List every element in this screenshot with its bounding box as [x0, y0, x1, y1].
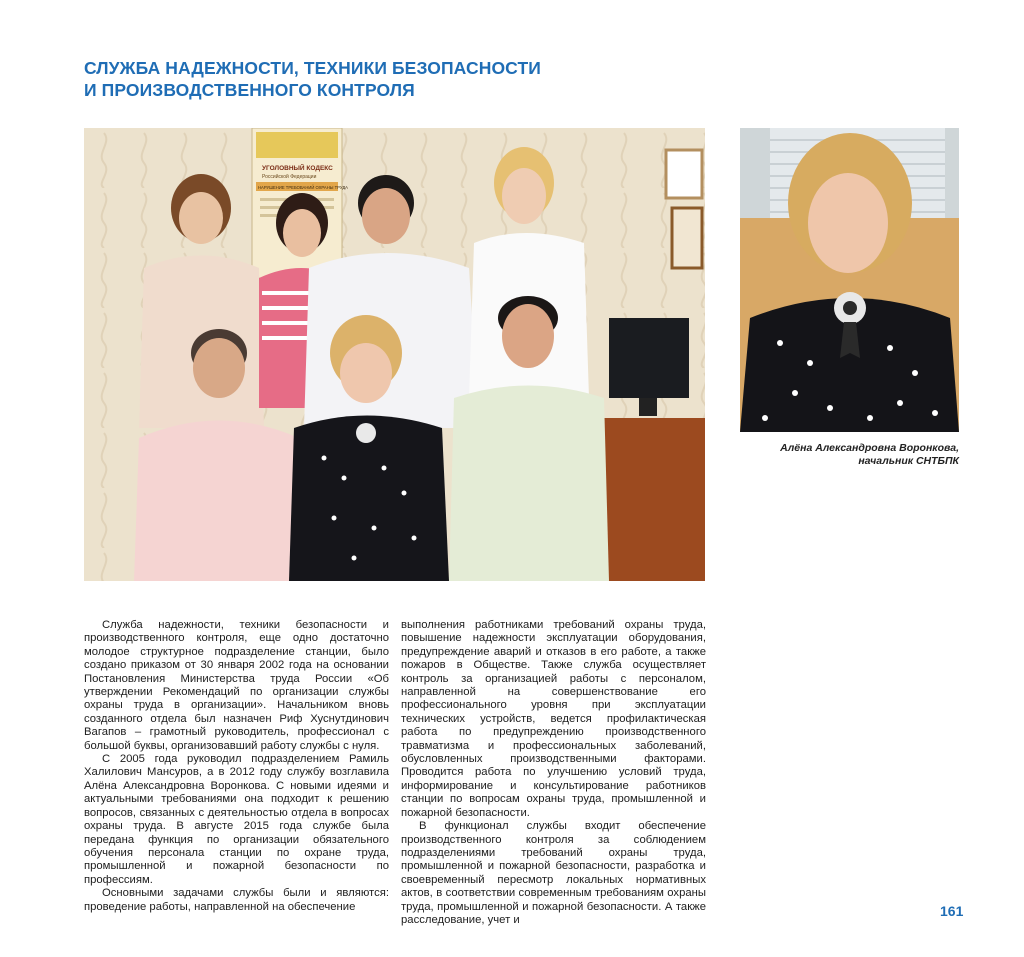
paragraph: С 2005 года руководил подразделением Рамиль Халилович Мансуров, а в 2012 году службу возглавила Алёна Александровна Воронкова. С новыми идеями и актуальными требованиями она подходит к решению вопросов, связанных с деятельностью отдела в вопросах охраны труда. В августе 2015 года службе была передана функция по организации обязательного обучения персонала станции по охране труда, промышленной и пожарной безопасности по профессиям. — [84, 753, 389, 886]
caption-position: начальник СНТБПК — [858, 455, 959, 467]
desk — [604, 418, 705, 581]
poster-title: УГОЛОВНЫЙ КОДЕКС — [262, 165, 333, 172]
section-heading — [84, 57, 541, 101]
paragraph: Основными задачами службы были и являются: проведение работы, направленной на обеспечение — [84, 887, 389, 913]
face — [808, 173, 888, 273]
paragraph: Служба надежности, техники безопасности и производственного контроля, еще одно достаточно молодое структурное подразделение станции, было создано приказом от 30 января 2002 года на основании Постановления Министерства труда России «Об утверждении Рекомендаций по организации службы охраны труда в организации». Начальником вновь созданного отдела был назначен Риф Хуснутдинович Вагапов – грамотный руководитель, профессионал с большой буквы, организовавший работу службы с нуля. — [84, 619, 389, 752]
caption-name: Алёна Александровна Воронкова, — [780, 442, 959, 454]
poster-strip: НАРУШЕНИЕ ТРЕБОВАНИЙ ОХРАНЫ ТРУДА — [258, 185, 348, 190]
group-photo — [84, 128, 705, 581]
wall-frame-2 — [672, 208, 702, 268]
portrait-caption — [740, 442, 959, 468]
text-column-left — [84, 619, 389, 914]
heading-line-1: СЛУЖБА НАДЕЖНОСТИ, ТЕХНИКИ БЕЗОПАСНОСТИ — [84, 58, 541, 78]
monitor — [609, 318, 689, 398]
page-number: 161 — [940, 903, 964, 919]
portrait-photo — [740, 128, 959, 432]
wall-frame-1 — [666, 150, 702, 198]
poster-subtitle: Российской Федерации — [262, 174, 317, 180]
paragraph: В функционал службы входит обеспечение производственного контроля за соблюдением подразделениями требований охраны труда, промышленной и пожарной безопасности, разработка и своевременный пересмотр локальных нормативных актов, в соответствии современным требованиям охраны труда, промышленной и пожарной безопасности. А также расследование, учет и — [401, 820, 706, 926]
heading-line-2: И ПРОИЗВОДСТВЕННОГО КОНТРОЛЯ — [84, 80, 415, 100]
paragraph: выполнения работниками требований охраны труда, повышение надежности эксплуатации оборудования, предупреждение аварий и отказов в его работе, а также пожаров в Обществе. Также служба осуществляет контроль за организацией работы с персоналом, направленной на совершенствование его профессионального уровня при эксплуатации технических устройств, ведется профилактическая работа по предупреждению производственного травматизма и профессиональных заболеваний, обусловленных производственными факторами. Проводится работа по улучшению условий труда, информирование и консультирование работников станции по вопросам охраны труда, промышленной и пожарной безопасности. — [401, 619, 706, 819]
text-column-right — [401, 619, 706, 927]
